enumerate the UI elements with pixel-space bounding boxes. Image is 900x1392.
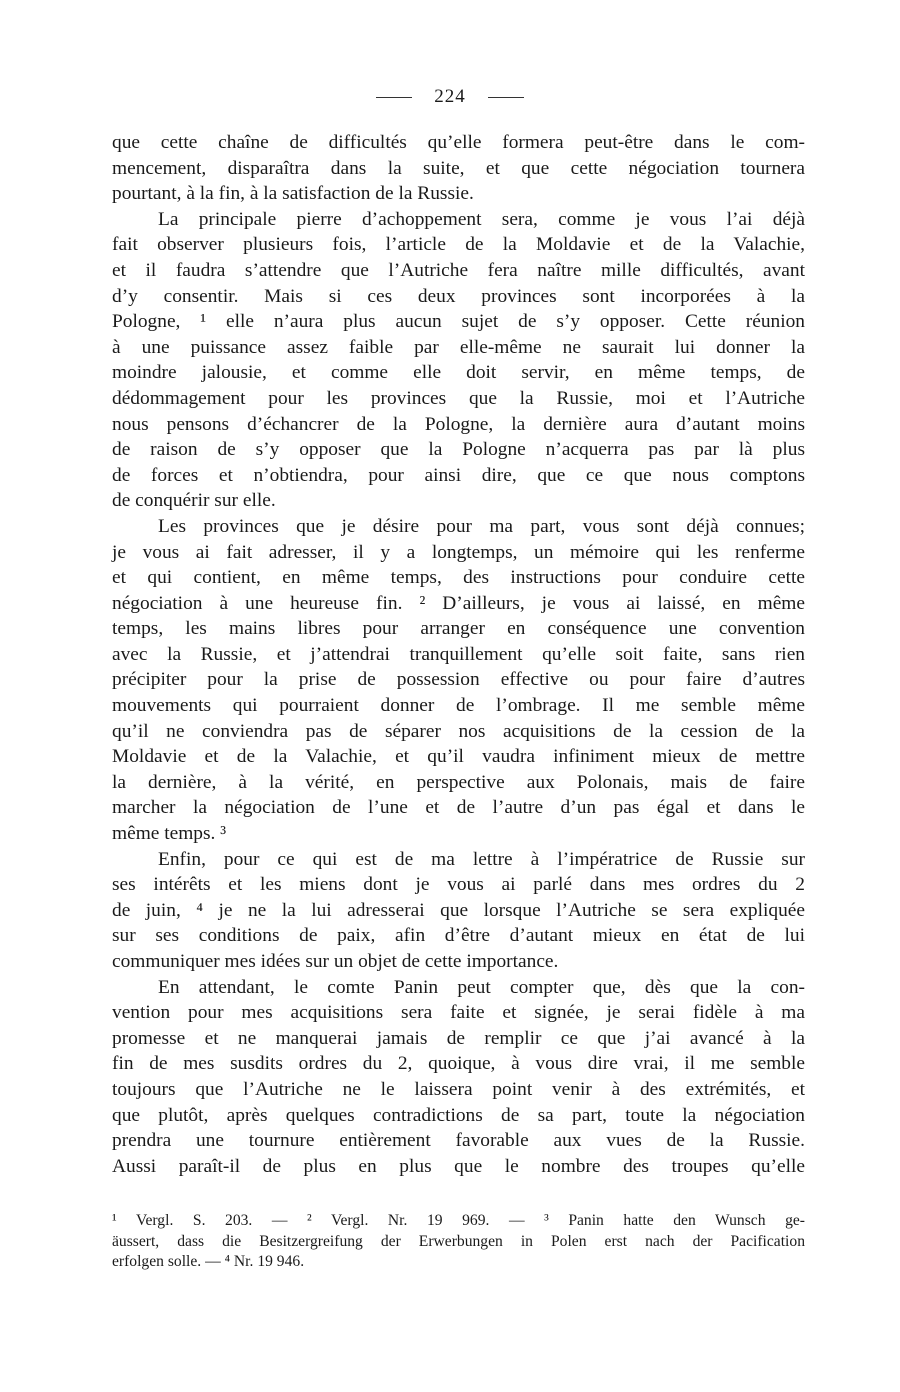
text-line: dédommagement pour les provinces que la Russie, moi et l’Autriche: [112, 387, 805, 409]
text-line: qu’il ne conviendra pas de séparer nos acquisitions de la cession de la: [112, 720, 805, 742]
text-line: fin de mes susdits ordres du 2, quoique, à vous dire vrai, il me semble: [112, 1053, 805, 1075]
text-line: précipiter pour la prise de possession effective ou pour faire d’autres: [112, 669, 805, 691]
text-line: mouvements qui pourraient donner de l’ombrage. Il me semble même: [112, 695, 805, 717]
text-line: d’y consentir. Mais si ces deux provinces sont incorporées à la: [112, 285, 805, 307]
text-line-content: Les provinces que je désire pour ma part, vous sont déjà connues;: [158, 515, 805, 537]
text-line: que plutôt, après quelques contradictions de sa part, toute la négociation: [112, 1104, 805, 1126]
text-line: [112, 207, 805, 233]
text-line: et il faudra s’attendre que l’Autriche fera naître mille difficultés, avant: [112, 259, 805, 281]
text-line: temps, les mains libres pour arranger en conséquence une convention: [112, 618, 805, 640]
text-line: promesse et ne manquerai jamais de remplir ce que j’ai avancé à la: [112, 1027, 805, 1049]
text-line: vention pour mes acquisitions sera faite et signée, je serai fidèle à ma: [112, 1002, 805, 1024]
text-line: fait observer plusieurs fois, l’article de la Moldavie et de la Valachie,: [112, 234, 805, 256]
text-line-content: La principale pierre d’achoppement sera, comme je vous l’ai déjà: [158, 208, 805, 230]
footnote-line: ¹ Vergl. S. 203. — ² Vergl. Nr. 19 969. — ³ Panin hatte den Wunsch ge-: [112, 1212, 805, 1229]
text-line: de raison de s’y opposer que la Pologne n’acquerra pas par là plus: [112, 439, 805, 461]
paragraph: [112, 207, 805, 514]
text-line: Moldavie et de la Valachie, et qu’il vaudra infiniment mieux de mettre: [112, 746, 805, 768]
footnote-line: erfolgen solle. — ⁴ Nr. 19 946.: [112, 1253, 305, 1270]
text-line: de conquérir sur elle.: [112, 490, 276, 512]
text-line: à une puissance assez faible par elle-même ne saurait lui donner la: [112, 336, 805, 358]
paragraph: [112, 847, 805, 975]
text-line: [112, 975, 805, 1001]
text-line: que cette chaîne de difficultés qu’elle formera peut-être dans le com-: [112, 132, 805, 153]
footnotes: [112, 1211, 805, 1273]
text-line: même temps. ³: [112, 823, 227, 845]
paragraph: [112, 975, 805, 1180]
text-line: [112, 847, 805, 873]
text-line: moindre jalousie, et comme elle doit servir, en même temps, de: [112, 362, 805, 384]
main-text: [112, 130, 805, 1179]
text-line: négociation à une heureuse fin. ² D’ailleurs, je vous ai laissé, en même: [112, 592, 805, 614]
page-header: [0, 86, 900, 108]
text-line: [112, 514, 805, 540]
page-number: 224: [434, 86, 466, 107]
text-line: pourtant, à la fin, à la satisfaction de la Russie.: [112, 183, 474, 205]
text-line: et qui contient, en même temps, des instructions pour conduire cette: [112, 567, 805, 589]
text-line: nous pensons d’échancrer de la Pologne, la dernière aura d’autant moins: [112, 413, 805, 435]
text-line: marcher la négociation de l’une et de l’autre d’un pas égal et dans le: [112, 797, 805, 819]
text-line: avec la Russie, et j’attendrai tranquillement qu’elle soit faite, sans rien: [112, 643, 805, 665]
header-rule-left: [376, 97, 412, 98]
footnote-line: äussert, dass die Besitzergreifung der Erwerbungen in Polen erst nach der Pacification: [112, 1232, 805, 1250]
text-line: je vous ai fait adresser, il y a longtemps, un mémoire qui les renferme: [112, 541, 805, 563]
text-line: toujours que l’Autriche ne le laissera point venir à des extrémités, et: [112, 1078, 805, 1100]
text-line: mencement, disparaîtra dans la suite, et que cette négociation tournera: [112, 157, 805, 179]
text-line: la dernière, à la vérité, en perspective aux Polonais, mais de faire: [112, 771, 805, 793]
text-line: Aussi paraît-il de plus en plus que le nombre des troupes qu’elle: [112, 1155, 805, 1177]
text-line-content: Enfin, pour ce qui est de ma lettre à l’impératrice de Russie sur: [158, 848, 805, 870]
text-line: de juin, ⁴ je ne la lui adresserai que lorsque l’Autriche se sera expliquée: [112, 899, 805, 921]
text-line: sur ses conditions de paix, afin d’être d’autant mieux en état de lui: [112, 925, 805, 947]
header-rule-right: [488, 97, 524, 98]
text-line: communiquer mes idées sur un objet de cette importance.: [112, 951, 559, 972]
text-line: Pologne, ¹ elle n’aura plus aucun sujet de s’y opposer. Cette réunion: [112, 311, 805, 333]
text-line: prendra une tournure entièrement favorable aux vues de la Russie.: [112, 1130, 805, 1152]
text-line: ses intérêts et les miens dont je vous ai parlé dans mes ordres du 2: [112, 874, 805, 896]
paragraph: [112, 514, 805, 847]
text-line: de forces et n’obtiendra, pour ainsi dire, que ce que nous comptons: [112, 464, 805, 486]
paragraph: [112, 130, 805, 207]
text-line-content: En attendant, le comte Panin peut compter que, dès que la con-: [158, 976, 805, 998]
